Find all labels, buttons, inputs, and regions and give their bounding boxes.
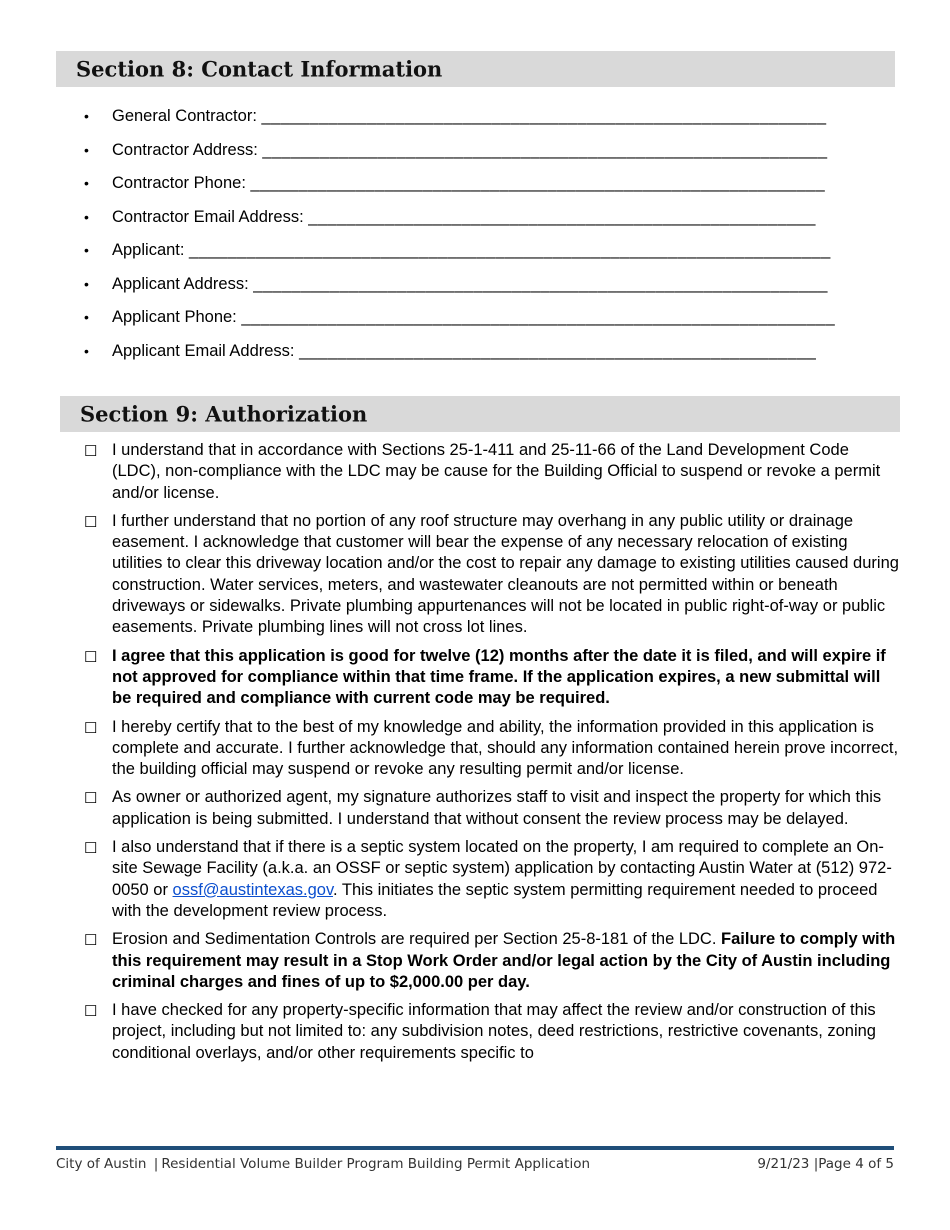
- footer-left: [56, 1156, 590, 1172]
- checkbox-icon[interactable]: ☐: [84, 1003, 98, 1021]
- fill-line[interactable]: ______________________________________________________: [299, 341, 817, 360]
- checkbox-icon[interactable]: ☐: [84, 840, 98, 858]
- contact-field-applicant[interactable]: [84, 238, 889, 272]
- bullet-icon: •: [84, 108, 89, 124]
- fill-line[interactable]: ___________________________________________________________________: [189, 241, 831, 259]
- field-label: Applicant Address:: [112, 274, 254, 293]
- ossf-email-link[interactable]: ossf@austintexas.gov: [172, 880, 333, 899]
- checkbox-icon[interactable]: ☐: [84, 648, 98, 666]
- authorization-text: I further understand that no portion of any roof structure may overhang in any public utility or drainage easement. I acknowledge that customer will bear the expense of any necessary relocation of existing utilities to clear this driveway location and/or the cost to repair any damage to existing utilities caused during construction. Water services, meters, and wastewater cleanouts are not permitted within or beneath driveways or sidewalks. Private plumbing appurtenances will not be located in public right-of-way or public easements. Private plumbing lines will not cross lot lines.: [112, 511, 899, 637]
- field-label: Applicant Email Address:: [112, 341, 300, 360]
- authorization-item: [84, 929, 900, 993]
- bullet-icon: •: [84, 242, 89, 258]
- authorization-item: [84, 837, 900, 922]
- authorization-item: [84, 440, 900, 504]
- section-9-title: Section 9: Authorization: [80, 401, 368, 427]
- fill-line[interactable]: ______________________________________________________________: [241, 308, 836, 326]
- footer-right: [757, 1156, 894, 1172]
- footer-doc-title: Residential Volume Builder Program Building Permit Application: [161, 1156, 591, 1172]
- fill-line[interactable]: _____________________________________________________: [308, 207, 816, 226]
- contact-field-contractor-address[interactable]: [84, 138, 889, 172]
- footer-separator: |: [153, 1156, 159, 1172]
- contact-field-applicant-address[interactable]: [84, 272, 889, 306]
- authorization-text: Erosion and Sedimentation Controls are required per Section 25-8-181 of the LDC.: [112, 930, 722, 949]
- checkbox-icon[interactable]: ☐: [84, 790, 98, 808]
- authorization-text: As owner or authorized agent, my signature authorizes staff to visit and inspect the property for which this application is being submitted. I understand that without consent the review process may be delayed.: [112, 788, 882, 828]
- bullet-icon: •: [84, 141, 89, 158]
- bullet-icon: •: [84, 275, 89, 292]
- authorization-item: [84, 1000, 900, 1064]
- field-label: Contractor Email Address:: [112, 207, 309, 226]
- fill-line[interactable]: ____________________________________________________________: [250, 174, 826, 192]
- authorization-item: [84, 646, 900, 710]
- authorization-item: [84, 717, 900, 781]
- bullet-icon: •: [84, 175, 89, 191]
- footer-city: City of Austin: [56, 1156, 147, 1172]
- authorization-text: I have checked for any property-specific information that may affect the review and/or construction of this project, including but not limited to: any subdivision notes, deed restrictions, restrictive covenants, zoning conditional overlays, and/or other requirements specific to: [112, 1001, 876, 1062]
- bullet-icon: •: [84, 208, 89, 225]
- contact-info-list: [84, 104, 889, 372]
- authorization-text-bold: I agree that this application is good for twelve (12) months after the date it is filed, and will expire if not approved for compliance within that time frame. If the application expires, a new submittal will be required and compliance with current code may be required.: [112, 646, 886, 708]
- fill-line[interactable]: ___________________________________________________________: [261, 107, 827, 125]
- authorization-text-bold: Failure to comply with this requirement may result in a Stop Work Order and/or legal action by the City of Austin including criminal charges and fines of up to $2,000.00 per day.: [112, 930, 896, 991]
- authorization-text: I hereby certify that to the best of my knowledge and ability, the information provided in this application is complete and accurate. I further acknowledge that, should any information contained herein prove incorrect, the building official may suspend or revoke any resulting permit and/or license.: [112, 717, 899, 779]
- contact-field-general-contractor[interactable]: [84, 104, 889, 138]
- field-label: Contractor Address:: [112, 140, 263, 159]
- checkbox-icon[interactable]: ☐: [84, 719, 98, 737]
- contact-field-applicant-email[interactable]: [84, 339, 889, 373]
- section-8-title: Section 8: Contact Information: [76, 56, 443, 82]
- authorization-item: [84, 511, 900, 639]
- section-8-header: [56, 51, 895, 87]
- footer-separator: |: [813, 1156, 819, 1172]
- authorization-text: I understand that in accordance with Sections 25-1-411 and 25-11-66 of the Land Development Code (LDC), non-compliance with the LDC may be cause for the Building Official to suspend or revoke a permit and/or license.: [112, 441, 881, 502]
- authorization-text: . This initiates the septic system permitting requirement needed to proceed with the development review process.: [112, 880, 878, 920]
- checkbox-icon[interactable]: ☐: [84, 443, 98, 460]
- field-label: Applicant Phone:: [112, 308, 242, 326]
- footer-rule: [56, 1146, 894, 1150]
- fill-line[interactable]: ____________________________________________________________: [253, 274, 828, 293]
- contact-field-contractor-phone[interactable]: [84, 171, 889, 205]
- footer-page-number: Page 4 of 5: [818, 1156, 894, 1172]
- footer-date: 9/21/23: [757, 1156, 810, 1172]
- checkbox-icon[interactable]: ☐: [84, 932, 98, 950]
- field-label: Applicant:: [112, 241, 190, 259]
- authorization-item: [84, 787, 900, 830]
- bullet-icon: •: [84, 309, 89, 325]
- authorization-text: I also understand that if there is a septic system located on the property, I am required to complete an On-site Sewage Facility (a.k.a. an OSSF or septic system) application by contacting Austin Water at (512) 972-0050 or: [112, 838, 892, 899]
- section-9-header: [60, 396, 900, 432]
- field-label: General Contractor:: [112, 107, 262, 125]
- fill-line[interactable]: ___________________________________________________________: [262, 140, 828, 159]
- checkbox-icon[interactable]: ☐: [84, 513, 98, 531]
- bullet-icon: •: [84, 342, 89, 359]
- contact-field-applicant-phone[interactable]: [84, 305, 889, 339]
- field-label: Contractor Phone:: [112, 174, 251, 192]
- contact-field-contractor-email[interactable]: [84, 205, 889, 239]
- authorization-list: [84, 440, 900, 1071]
